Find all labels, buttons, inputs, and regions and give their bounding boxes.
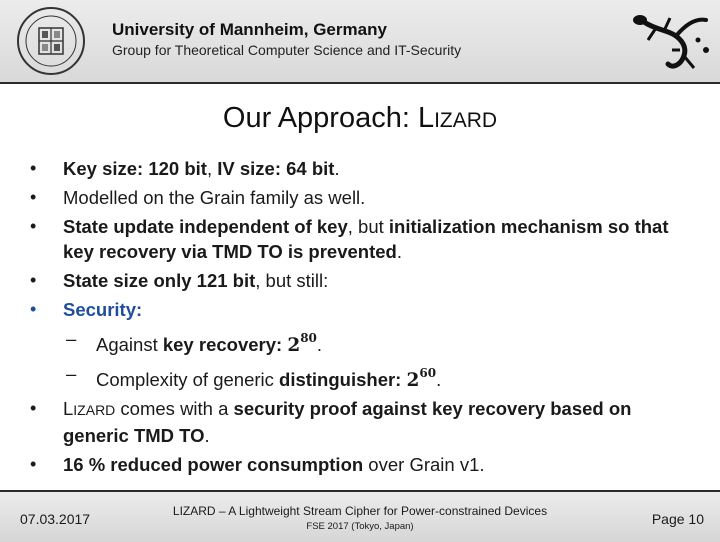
bullet-marker: • <box>30 158 37 178</box>
bullet-bold: State size only 121 bit <box>63 270 256 291</box>
bullet-bold: State update independent of key <box>63 216 348 237</box>
bullet-bold: IV size: 64 bit <box>217 158 335 179</box>
subbullet-marker: – <box>66 363 77 384</box>
bullet-security <box>30 297 700 322</box>
bullet-text: Complexity of generic <box>96 369 280 390</box>
footer-title-line2: FSE 2017 (Tokyo, Japan) <box>306 521 414 532</box>
university-seal-icon <box>12 6 90 76</box>
bullet-bold: distinguisher: <box>279 369 402 390</box>
lizard-rest: IZARD <box>73 402 116 418</box>
bullet-marker: • <box>30 299 37 319</box>
math-exponent: 60 <box>419 366 437 380</box>
bullet-marker: • <box>30 398 37 418</box>
bullet-text: . <box>396 241 402 262</box>
bullet-modelled <box>30 185 700 210</box>
bullet-list <box>30 156 700 481</box>
footer-date: 07.03.2017 <box>20 511 91 527</box>
bullet-marker: • <box>30 216 37 236</box>
bullet-marker: • <box>30 270 37 290</box>
subbullet-distinguisher <box>30 361 700 393</box>
bullet-text: . <box>436 369 442 390</box>
bullet-accent: Security: <box>63 299 143 320</box>
bullet-marker: • <box>30 187 37 207</box>
bullet-text: . <box>204 425 210 446</box>
math-expression <box>406 366 437 391</box>
bullet-bold: security proof against key recovery based on generic TMD TO <box>63 398 632 446</box>
title-lizard-rest: IZARD <box>434 109 498 132</box>
bullet-state-size <box>30 268 700 293</box>
bullet-bold: Key size: 120 bit <box>63 158 207 179</box>
math-exponent: 80 <box>300 331 317 345</box>
bullet-power <box>30 452 700 477</box>
math-base: 2 <box>406 370 420 391</box>
bullet-bold: 16 % reduced power consumption <box>63 454 364 475</box>
slide-footer <box>0 490 720 542</box>
bullet-text: , <box>206 158 218 179</box>
math-expression <box>287 331 317 356</box>
university-name: University of Mannheim, Germany <box>112 20 387 39</box>
title-prefix: Our Approach: <box>222 102 418 134</box>
bullet-text: . <box>334 158 340 179</box>
bullet-bold: key recovery: <box>162 334 283 355</box>
footer-title <box>130 504 590 532</box>
bullet-text: . <box>316 334 323 355</box>
slide-header <box>0 0 720 84</box>
bullet-state-update <box>30 214 700 264</box>
bullet-text: , but still: <box>255 270 329 291</box>
bullet-key-size <box>30 156 700 181</box>
bullet-marker: • <box>30 454 37 474</box>
bullet-bold: initialization mechanism so that key recovery via TMD TO is prevented <box>63 216 669 262</box>
lizard-logo-icon <box>626 10 712 76</box>
footer-title-line1: LIZARD – A Lightweight Stream Cipher for Power-constrained Devices <box>172 504 548 518</box>
title-lizard-initial: L <box>417 102 435 134</box>
bullet-text: comes with a <box>115 398 234 419</box>
page-number: Page 10 <box>651 511 704 527</box>
group-name: Group for Theoretical Computer Science and IT-Security <box>112 42 462 58</box>
lizard-initial: L <box>63 398 74 419</box>
subbullet-key-recovery <box>30 326 700 358</box>
bullet-text: , but <box>347 216 389 237</box>
bullet-text: Modelled on the Grain family as well. <box>63 187 366 208</box>
subbullet-marker: – <box>66 328 77 349</box>
bullet-text: over Grain v1. <box>363 454 485 475</box>
bullet-security-proof <box>30 396 700 448</box>
bullet-text: Against <box>96 334 163 355</box>
math-base: 2 <box>287 335 301 356</box>
slide-title <box>0 102 720 135</box>
